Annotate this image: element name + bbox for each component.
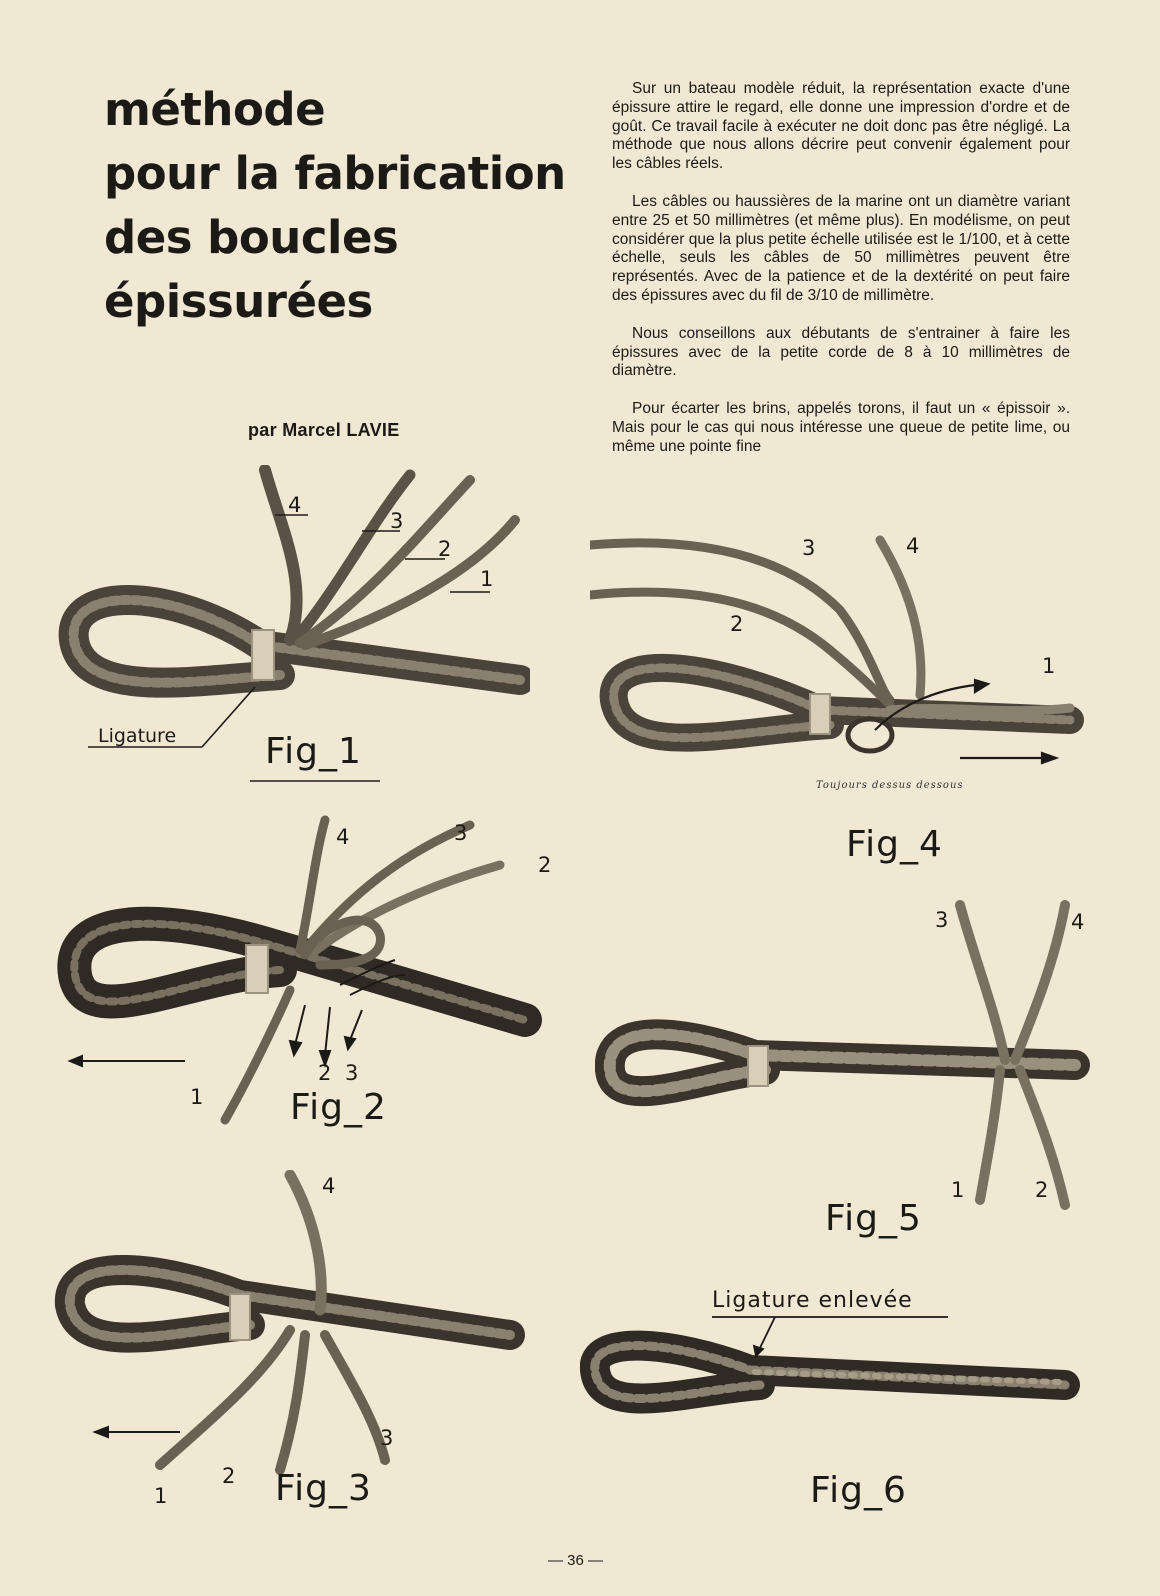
- fig5-strand-3: 3: [935, 908, 949, 932]
- title-line-4: épissurées: [104, 275, 373, 328]
- fig4-strand-4: 4: [906, 534, 920, 558]
- fig4-strand-1: 1: [1042, 654, 1056, 678]
- fig2-arrow-2: 2: [318, 1061, 332, 1085]
- title-line-3: des boucles: [104, 211, 399, 264]
- title-line-1: méthode: [104, 83, 326, 136]
- fig4-label: Fig_4: [846, 824, 943, 865]
- figure-6: [580, 1290, 1090, 1540]
- fig5-label: Fig_5: [825, 1198, 922, 1239]
- fig2-label: Fig_2: [290, 1087, 387, 1128]
- fig2-arrow-3: 3: [345, 1061, 359, 1085]
- fig1-strand-4: 4: [288, 493, 302, 517]
- fig1-strand-3: 3: [390, 509, 404, 533]
- byline: par Marcel LAVIE: [248, 420, 400, 440]
- fig1-label: Fig_1: [265, 731, 362, 772]
- fig5-strand-1: 1: [951, 1178, 965, 1202]
- fig4-strand-3: 3: [802, 536, 816, 560]
- fig4-strand-2: 2: [730, 612, 744, 636]
- paragraph-4: Pour écarter les brins, appelés torons, il faut un « épissoir ». Mais pour le cas qui nous intéresse une queue de petite lime, ou même une pointe fine: [612, 400, 1070, 455]
- fig2-strand-4: 4: [336, 825, 350, 849]
- fig5-strand-4: 4: [1071, 910, 1085, 934]
- fig6-ligature-label: Ligature enlevée: [712, 1288, 913, 1313]
- fig6-rope-illustration: [580, 1290, 1090, 1450]
- fig3-strand-1: 1: [154, 1484, 168, 1508]
- fig2-strand-1: 1: [190, 1085, 204, 1109]
- figure-2: [50, 815, 570, 1155]
- fig3-strand-4: 4: [322, 1174, 336, 1198]
- paragraph-1: Sur un bateau modèle réduit, la représentation exacte d'une épissure attire le regard, elle donne une impression d'ordre et de goût. Ce travail facile à exécuter ne doit donc pas être négligé. La méthode que nous allons décrire peut convenir également pour les câbles réels.: [612, 80, 1070, 173]
- fig1-strand-2: 2: [438, 537, 452, 561]
- article-title: [104, 78, 574, 334]
- fig2-strand-2: 2: [538, 853, 552, 877]
- paragraph-2: Les câbles ou haussières de la marine ont un diamètre variant entre 25 et 50 millimètres (et même plus). En modélisme, on peut considérer que la plus petite échelle utilisée est le 1/100, et à cette échelle, seuls les câbles de 50 millimètres peuvent être représentés. Avec de la patience et de la dextérité on peut faire des épissures avec du fil de 3/10 de millimètre.: [612, 192, 1070, 304]
- figure-1: [50, 465, 530, 795]
- fig4-rope-illustration: [590, 530, 1090, 800]
- fig1-strand-1: 1: [480, 567, 494, 591]
- paragraph-3: Nous conseillons aux débutants de s'entrainer à faire les épissures avec de la petite corde de 8 à 10 millimètres de diamètre.: [612, 324, 1070, 380]
- fig3-strand-3: 3: [380, 1426, 394, 1450]
- title-line-2: pour la fabrication: [104, 147, 566, 200]
- fig3-rope-illustration: [50, 1170, 570, 1490]
- figure-5: [595, 900, 1095, 1265]
- article-body: [612, 80, 1070, 476]
- fig3-label: Fig_3: [275, 1468, 372, 1509]
- fig6-label: Fig_6: [810, 1470, 907, 1511]
- fig2-strand-3: 3: [454, 821, 468, 845]
- fig4-note: Toujours dessus dessous: [816, 780, 964, 791]
- fig5-strand-2: 2: [1035, 1178, 1049, 1202]
- figure-4: [590, 530, 1090, 890]
- fig5-rope-illustration: [595, 900, 1095, 1220]
- fig1-ligature-label: Ligature: [98, 725, 177, 747]
- fig3-strand-2: 2: [222, 1464, 236, 1488]
- figure-3: [50, 1170, 570, 1540]
- page-number: — 36 —: [548, 1552, 604, 1569]
